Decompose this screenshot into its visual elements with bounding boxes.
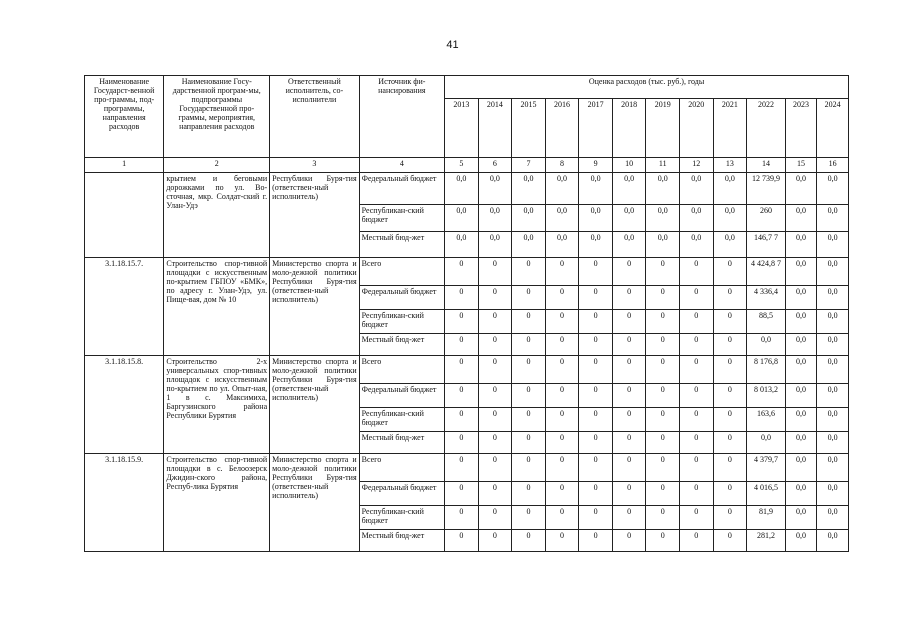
amount-cell: 0: [445, 384, 479, 408]
amount-cell: 0: [646, 408, 680, 432]
amount-cell: 0,0: [785, 232, 817, 258]
amount-cell: 0: [713, 258, 747, 286]
amount-cell: 0,0: [713, 205, 747, 232]
amount-cell: 0,0: [817, 205, 849, 232]
amount-cell: 0: [680, 334, 714, 356]
amount-cell: 0: [478, 286, 512, 310]
amount-cell: 0: [478, 408, 512, 432]
header-executor: Ответственный исполнитель, со-исполнители: [270, 76, 360, 158]
table-row: [85, 258, 849, 286]
funding-source: Местный бюд-жет: [359, 530, 444, 552]
amount-cell: 81,9: [747, 506, 786, 530]
funding-source: Всего: [359, 258, 444, 286]
amount-cell: 0,0: [478, 232, 512, 258]
amount-cell: 0: [512, 310, 546, 334]
amount-cell: 0: [713, 408, 747, 432]
amount-cell: 0: [579, 310, 613, 334]
amount-cell: 4 379,7: [747, 454, 786, 482]
amount-cell: 0: [478, 482, 512, 506]
amount-cell: 0,0: [817, 356, 849, 384]
executor-name: Министерство спорта и моло-дежной политики Республики Буря-тия (ответствен-ный исполнитель): [270, 454, 360, 552]
amount-cell: 0: [713, 334, 747, 356]
table-row: [85, 173, 849, 205]
amount-cell: 0: [579, 334, 613, 356]
amount-cell: 0,0: [817, 334, 849, 356]
amount-cell: 0,0: [817, 232, 849, 258]
amount-cell: 0: [646, 506, 680, 530]
amount-cell: 8 013,2: [747, 384, 786, 408]
amount-cell: 0: [478, 258, 512, 286]
amount-cell: 0: [646, 258, 680, 286]
amount-cell: 0,0: [579, 173, 613, 205]
amount-cell: 0: [612, 356, 646, 384]
amount-cell: 0: [680, 408, 714, 432]
amount-cell: 0: [680, 286, 714, 310]
amount-cell: 0: [512, 356, 546, 384]
amount-cell: 0: [545, 286, 579, 310]
amount-cell: 0: [478, 506, 512, 530]
amount-cell: 0,0: [785, 408, 817, 432]
amount-cell: 0,0: [512, 173, 546, 205]
amount-cell: 0: [512, 432, 546, 454]
amount-cell: 0: [680, 530, 714, 552]
amount-cell: 0,0: [817, 530, 849, 552]
amount-cell: 0: [545, 310, 579, 334]
amount-cell: 0: [612, 310, 646, 334]
amount-cell: 0: [478, 432, 512, 454]
amount-cell: 0: [512, 482, 546, 506]
amount-cell: 8 176,8: [747, 356, 786, 384]
amount-cell: 0: [545, 384, 579, 408]
amount-cell: 0: [478, 334, 512, 356]
amount-cell: 12 739,9: [747, 173, 786, 205]
amount-cell: 0: [512, 454, 546, 482]
amount-cell: 0: [680, 454, 714, 482]
amount-cell: 0,0: [579, 205, 613, 232]
amount-cell: 0: [478, 356, 512, 384]
amount-cell: 0: [478, 454, 512, 482]
amount-cell: 0,0: [785, 258, 817, 286]
amount-cell: 0,0: [612, 232, 646, 258]
amount-cell: 0,0: [445, 205, 479, 232]
amount-cell: 0,0: [512, 232, 546, 258]
header-year: 2017: [579, 99, 613, 158]
column-number: 10: [612, 158, 646, 173]
amount-cell: 0,0: [785, 454, 817, 482]
amount-cell: 0: [512, 408, 546, 432]
amount-cell: 0,0: [785, 506, 817, 530]
amount-cell: 0: [646, 384, 680, 408]
amount-cell: 0,0: [612, 205, 646, 232]
amount-cell: 0: [445, 482, 479, 506]
amount-cell: 0: [680, 482, 714, 506]
amount-cell: 0,0: [785, 310, 817, 334]
header-program: Наименование Государст-венной про-граммы, под-программы, направления расходов: [85, 76, 164, 158]
column-number: 7: [512, 158, 546, 173]
amount-cell: 0: [680, 258, 714, 286]
amount-cell: 0: [579, 506, 613, 530]
column-number: 3: [270, 158, 360, 173]
header-year: 2023: [785, 99, 817, 158]
header-year: 2021: [713, 99, 747, 158]
amount-cell: 0: [445, 356, 479, 384]
amount-cell: 0: [612, 482, 646, 506]
amount-cell: 4 336,4: [747, 286, 786, 310]
executor-name: Министерство спорта и моло-дежной политики Республики Буря-тия (ответствен-ный исполнитель): [270, 356, 360, 454]
page-number: 41: [446, 39, 459, 51]
amount-cell: 0,0: [646, 205, 680, 232]
amount-cell: 0,0: [646, 232, 680, 258]
amount-cell: 0: [545, 258, 579, 286]
header-year: 2019: [646, 99, 680, 158]
executor-name: Министерство спорта и моло-дежной политики Республики Буря-тия (ответствен-ный исполнитель): [270, 258, 360, 356]
amount-cell: 0,0: [817, 173, 849, 205]
budget-table: [84, 75, 849, 552]
amount-cell: 0: [612, 506, 646, 530]
amount-cell: 0: [713, 530, 747, 552]
column-number: 11: [646, 158, 680, 173]
amount-cell: 0,0: [478, 205, 512, 232]
header-year: 2020: [680, 99, 714, 158]
amount-cell: 0: [512, 258, 546, 286]
column-number: 2: [164, 158, 270, 173]
amount-cell: 0,0: [817, 384, 849, 408]
column-number: 16: [817, 158, 849, 173]
amount-cell: 0: [612, 432, 646, 454]
amount-cell: 0,0: [680, 173, 714, 205]
column-number: 8: [545, 158, 579, 173]
column-number: 9: [579, 158, 613, 173]
amount-cell: 0,0: [785, 173, 817, 205]
amount-cell: 0: [445, 454, 479, 482]
amount-cell: 4 016,5: [747, 482, 786, 506]
column-number: 5: [445, 158, 479, 173]
amount-cell: 260: [747, 205, 786, 232]
amount-cell: 0,0: [646, 173, 680, 205]
amount-cell: 0,0: [612, 173, 646, 205]
amount-cell: 0,0: [817, 506, 849, 530]
amount-cell: 0: [445, 310, 479, 334]
amount-cell: 0: [545, 408, 579, 432]
amount-cell: 0: [612, 408, 646, 432]
amount-cell: 0,0: [680, 205, 714, 232]
amount-cell: 0: [713, 384, 747, 408]
amount-cell: 0: [713, 310, 747, 334]
amount-cell: 0: [512, 384, 546, 408]
amount-cell: 0: [512, 506, 546, 530]
amount-cell: 0: [579, 408, 613, 432]
header-source: Источник фи-нансирования: [359, 76, 444, 158]
amount-cell: 0,0: [445, 232, 479, 258]
amount-cell: 0,0: [545, 205, 579, 232]
amount-cell: 0: [512, 530, 546, 552]
header-year: 2015: [512, 99, 546, 158]
amount-cell: 0,0: [713, 232, 747, 258]
amount-cell: 0: [612, 454, 646, 482]
executor-name: Республики Буря-тия (ответствен-ный исполнитель): [270, 173, 360, 258]
amount-cell: 0,0: [817, 408, 849, 432]
amount-cell: 0: [579, 286, 613, 310]
funding-source: Республикан-ский бюджет: [359, 408, 444, 432]
column-number: 14: [747, 158, 786, 173]
amount-cell: 0: [646, 334, 680, 356]
column-number: 13: [713, 158, 747, 173]
amount-cell: 0: [545, 482, 579, 506]
amount-cell: 0: [478, 530, 512, 552]
amount-cell: 0,0: [785, 356, 817, 384]
amount-cell: 0,0: [785, 286, 817, 310]
column-number: 1: [85, 158, 164, 173]
amount-cell: 0: [680, 356, 714, 384]
amount-cell: 0: [545, 356, 579, 384]
amount-cell: 0,0: [817, 310, 849, 334]
header-year: 2014: [478, 99, 512, 158]
amount-cell: 0,0: [785, 205, 817, 232]
funding-source: Федеральный бюджет: [359, 286, 444, 310]
amount-cell: 0: [545, 334, 579, 356]
amount-cell: 0: [478, 384, 512, 408]
funding-source: Федеральный бюджет: [359, 482, 444, 506]
amount-cell: 0: [445, 258, 479, 286]
header-year: 2018: [612, 99, 646, 158]
table-body: [85, 158, 849, 552]
amount-cell: 0,0: [817, 258, 849, 286]
amount-cell: 0: [445, 506, 479, 530]
amount-cell: 0: [545, 432, 579, 454]
row-code: 3.1.18.15.8.: [85, 356, 164, 454]
funding-source: Федеральный бюджет: [359, 173, 444, 205]
amount-cell: 0: [445, 530, 479, 552]
amount-cell: 0,0: [545, 232, 579, 258]
header-year: 2016: [545, 99, 579, 158]
amount-cell: 0,0: [785, 334, 817, 356]
column-number: 4: [359, 158, 444, 173]
table-row: [85, 454, 849, 482]
table-row: [85, 356, 849, 384]
amount-cell: 0,0: [747, 334, 786, 356]
amount-cell: 0: [713, 286, 747, 310]
amount-cell: 0: [646, 482, 680, 506]
funding-source: Республикан-ский бюджет: [359, 205, 444, 232]
amount-cell: 0,0: [579, 232, 613, 258]
funding-source: Местный бюд-жет: [359, 334, 444, 356]
amount-cell: 0: [713, 454, 747, 482]
header-measure: Наименование Госу-дарственной програм-мы, подпрограммы Государственной про-граммы, мероприятия, направления расходов: [164, 76, 270, 158]
amount-cell: 0: [646, 310, 680, 334]
funding-source: Федеральный бюджет: [359, 384, 444, 408]
amount-cell: 281,2: [747, 530, 786, 552]
amount-cell: 0,0: [785, 432, 817, 454]
amount-cell: 0: [713, 356, 747, 384]
amount-cell: 4 424,8 7: [747, 258, 786, 286]
column-number: 12: [680, 158, 714, 173]
amount-cell: 0: [579, 482, 613, 506]
funding-source: Республикан-ский бюджет: [359, 310, 444, 334]
amount-cell: 0: [445, 334, 479, 356]
amount-cell: 0: [646, 530, 680, 552]
amount-cell: 0: [612, 334, 646, 356]
amount-cell: 0,0: [747, 432, 786, 454]
amount-cell: 0: [579, 432, 613, 454]
funding-source: Местный бюд-жет: [359, 232, 444, 258]
header-year: 2024: [817, 99, 849, 158]
header-year: 2022: [747, 99, 786, 158]
table-header: [85, 76, 849, 158]
amount-cell: 0: [545, 530, 579, 552]
amount-cell: 0: [646, 432, 680, 454]
amount-cell: 0: [680, 384, 714, 408]
amount-cell: 0: [512, 286, 546, 310]
amount-cell: 0: [680, 432, 714, 454]
funding-source: Республикан-ский бюджет: [359, 506, 444, 530]
column-number: 15: [785, 158, 817, 173]
amount-cell: 0: [579, 454, 613, 482]
amount-cell: 0,0: [713, 173, 747, 205]
header-year: 2013: [445, 99, 479, 158]
amount-cell: 0,0: [785, 530, 817, 552]
funding-source: Местный бюд-жет: [359, 432, 444, 454]
amount-cell: 0,0: [545, 173, 579, 205]
amount-cell: 0: [612, 530, 646, 552]
amount-cell: 0: [579, 356, 613, 384]
amount-cell: 146,7 7: [747, 232, 786, 258]
amount-cell: 0,0: [817, 432, 849, 454]
amount-cell: 0,0: [478, 173, 512, 205]
amount-cell: 0: [646, 454, 680, 482]
amount-cell: 0: [445, 408, 479, 432]
amount-cell: 0: [612, 384, 646, 408]
amount-cell: 0,0: [512, 205, 546, 232]
measure-name: Строительство спор-тивной площадки в с. Белоозерск Джидин-ского района, Респуб-лика Бурятия: [164, 454, 270, 552]
amount-cell: 0: [646, 286, 680, 310]
amount-cell: 0: [545, 454, 579, 482]
amount-cell: 163,6: [747, 408, 786, 432]
amount-cell: 0,0: [817, 482, 849, 506]
amount-cell: 0,0: [680, 232, 714, 258]
header-estimate: Оценка расходов (тыс. руб.), годы: [445, 76, 849, 99]
funding-source: Всего: [359, 454, 444, 482]
row-code: 3.1.18.15.7.: [85, 258, 164, 356]
amount-cell: 0,0: [817, 454, 849, 482]
amount-cell: 88,5: [747, 310, 786, 334]
amount-cell: 0: [646, 356, 680, 384]
column-numbers-row: [85, 158, 849, 173]
amount-cell: 0: [713, 482, 747, 506]
amount-cell: 0: [713, 432, 747, 454]
amount-cell: 0: [512, 334, 546, 356]
amount-cell: 0: [579, 530, 613, 552]
amount-cell: 0: [579, 384, 613, 408]
amount-cell: 0,0: [445, 173, 479, 205]
amount-cell: 0: [680, 310, 714, 334]
measure-name: Строительство 2-х универсальных спор-тивных площадок с искусственным по-крытием по ул. Опыт-ная, 1 в с. Максимиха, Баргузинского района Республики Бурятия: [164, 356, 270, 454]
amount-cell: 0: [579, 258, 613, 286]
measure-name: крытием и беговыми дорожками по ул. Во-сточная, мкр. Солдат-ский г. Улан-Удэ: [164, 173, 270, 258]
amount-cell: 0: [713, 506, 747, 530]
amount-cell: 0: [612, 258, 646, 286]
amount-cell: 0: [478, 310, 512, 334]
amount-cell: 0,0: [785, 482, 817, 506]
amount-cell: 0: [612, 286, 646, 310]
amount-cell: 0: [680, 506, 714, 530]
amount-cell: 0: [545, 506, 579, 530]
row-code: 3.1.18.15.9.: [85, 454, 164, 552]
amount-cell: 0: [445, 286, 479, 310]
amount-cell: 0: [445, 432, 479, 454]
funding-source: Всего: [359, 356, 444, 384]
amount-cell: 0,0: [785, 384, 817, 408]
row-code: [85, 173, 164, 258]
column-number: 6: [478, 158, 512, 173]
measure-name: Строительство спор-тивной площадки с искусственным по-крытием ГБПОУ «БМК», по адресу г. Улан-Удэ, ул. Пище-вая, дом № 10: [164, 258, 270, 356]
amount-cell: 0,0: [817, 286, 849, 310]
